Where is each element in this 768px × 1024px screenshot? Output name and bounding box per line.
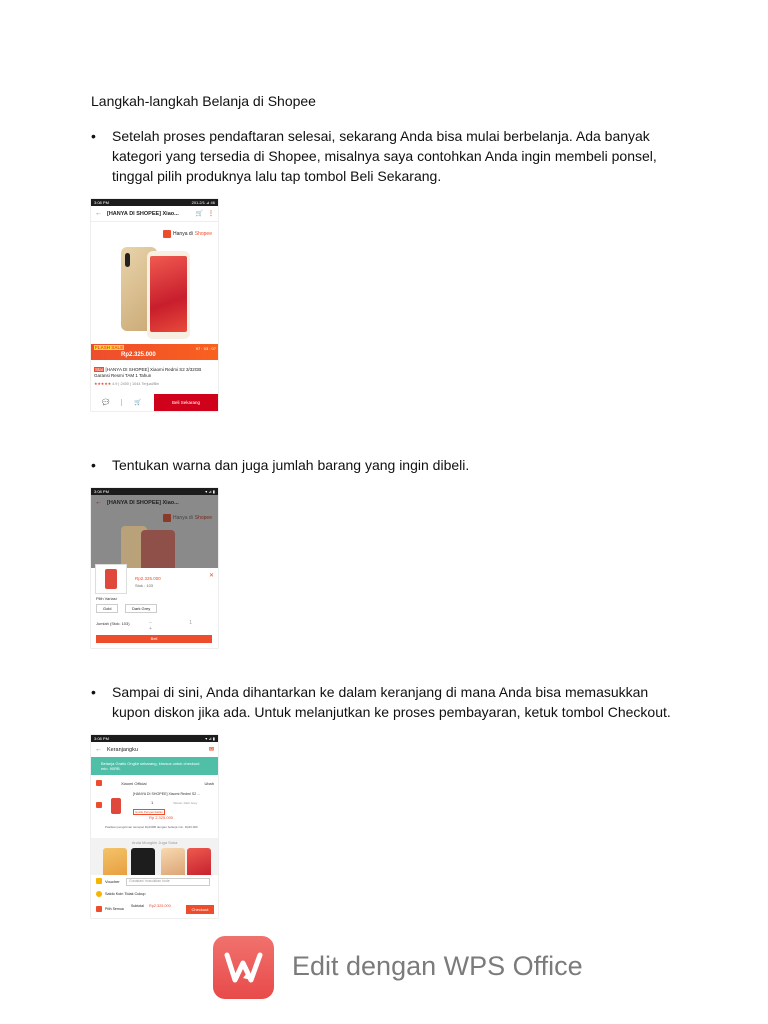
sheet-price: Rp2.325.000 — [135, 576, 161, 581]
shipping-note-text: Pastikan pengiriman tercepat Rp10RB dengan belanja min. Rp30.000 — [105, 825, 198, 829]
item-badge: Gratis Pengembalian — [135, 810, 164, 814]
shop-name: Xiaomi Official — [121, 781, 147, 786]
app-bar — [91, 495, 218, 510]
app-bar-title: Keranjangku — [107, 746, 138, 753]
subtotal-label: Subtotal — [131, 904, 144, 908]
product-rating — [94, 381, 159, 386]
bullet-dot: • — [91, 128, 96, 144]
reco-product — [103, 848, 127, 878]
app-bar — [91, 742, 218, 758]
status-indicators: 201.2/1 ⊿ 46 — [191, 200, 215, 205]
back-arrow-icon: ← — [95, 499, 102, 506]
item-quantity: 1 — [151, 800, 154, 805]
app-bar-title: [HANYA DI SHOPEE] Xiao... — [107, 499, 179, 506]
recommendations-header: Anda Mungkin Juga Suka — [131, 840, 178, 845]
banner-text: Belanja Gratis Ongkir sekarang, khusus untuk checkout min. 90RB. — [101, 761, 200, 771]
back-arrow-icon: ← — [95, 210, 102, 217]
step-3 — [91, 682, 691, 722]
flash-sale-label: FLASH SALE — [95, 345, 124, 350]
select-all-label: Pilih Semua — [105, 907, 124, 911]
voucher-label: Voucher — [105, 879, 120, 884]
product-title — [94, 367, 214, 378]
status-bar — [91, 488, 218, 495]
back-arrow-icon: ← — [95, 746, 102, 753]
checkout-bar — [91, 875, 218, 918]
step-text: Setelah proses pendaftaran selesai, sekarang Anda bisa mulai berbelanja. Ada banyak kategori yang tersedia di Shopee, misalnya saya contohkan Anda ingin membeli ponsel, tinggal pilih produknya lalu tap tombol Beli Sekarang. — [112, 128, 657, 184]
document-heading: Langkah-langkah Belanja di Shopee — [91, 93, 316, 109]
shop-edit-link: Ubah — [204, 781, 214, 786]
reco-product — [161, 848, 185, 878]
cart-item — [91, 792, 218, 824]
product-image-front — [147, 251, 190, 339]
brand-prefix: Hanya di — [173, 515, 193, 521]
item-variant: Variasi: Dark Grey — [173, 801, 198, 805]
status-time: 3:08 PM — [94, 489, 109, 494]
status-bar — [91, 735, 218, 742]
bullet-dot: • — [91, 684, 96, 700]
chat-icon: ✉ — [208, 747, 214, 753]
variant-chip-gold: Gold — [96, 604, 118, 613]
chat-icon: 💬 — [102, 400, 110, 406]
subtotal-value: Rp2.325.000 — [149, 904, 171, 908]
variant-thumbnail — [95, 564, 127, 594]
voucher-icon — [96, 878, 102, 884]
flash-sale-countdown: 97 · 03 : 07 — [195, 346, 216, 351]
wps-edit-link[interactable]: Edit dengan WPS Office — [292, 951, 583, 981]
checkbox-icon — [96, 802, 102, 808]
checkout-button: Checkout — [186, 905, 214, 914]
app-bar-title: [HANYA DI SHOPEE] Xiao... — [107, 210, 179, 217]
variant-sheet — [91, 568, 218, 648]
close-icon: ✕ — [208, 573, 214, 579]
status-time: 3:08 PM — [94, 736, 109, 741]
rating-text: 4.9 | 2400 | 1044 Terjual/Bln — [112, 382, 160, 386]
shopee-bag-icon — [163, 230, 171, 238]
buy-now-button: Beli Sekarang — [154, 394, 218, 411]
star-seller-tag: Star — [95, 367, 104, 372]
more-icon: ⋮ — [208, 211, 214, 217]
wps-logo-icon[interactable] — [213, 936, 274, 999]
status-time: 3:08 PM — [94, 200, 109, 205]
brand-name: Shopee — [194, 515, 212, 521]
shop-row — [91, 779, 218, 789]
flash-sale-bar — [91, 344, 218, 360]
free-shipping-banner — [91, 757, 218, 775]
add-to-cart-icon: 🛒 — [121, 399, 154, 406]
quantity-stepper: − 1 + — [149, 620, 211, 632]
shopee-bag-icon — [163, 514, 171, 522]
item-price: Rp 2.325.000 — [149, 815, 174, 820]
status-indicators: ▾ ⊿ ▮ — [205, 736, 215, 741]
product-page-screenshot — [91, 199, 218, 411]
variant-chip-dark-grey: Dark Grey — [125, 604, 157, 613]
quantity-label: Jumlah (Stok: 103) — [96, 621, 130, 626]
product-title-text: [HANYA DI SHOPEE] Xiaomi Redmi S2 3/32GB Garansi Resmi TAM 1 Tahun — [94, 367, 202, 378]
product-price: Rp2.325.000 — [121, 352, 156, 358]
confirm-buy-button: Beli — [96, 635, 212, 643]
purchase-bar — [91, 394, 218, 411]
step-1 — [91, 126, 691, 186]
shopee-mall-badge — [163, 514, 212, 522]
rating-stars: ★★★★★ — [94, 382, 112, 386]
bullet-dot: • — [91, 457, 96, 473]
coin-label: Saldo Koin Tidak Cukup — [105, 892, 146, 896]
shopee-mall-badge — [163, 230, 212, 238]
shipping-note — [91, 825, 218, 837]
coin-icon — [96, 891, 102, 897]
step-2 — [91, 455, 691, 477]
sheet-stock: Stok : 103 — [135, 583, 154, 588]
status-indicators: ▾ ⊿ ▮ — [205, 489, 215, 494]
item-title: [HANYA DI SHOPEE] Xiaomi Redmi S2 ... — [133, 792, 201, 796]
step-text: Tentukan warna dan juga jumlah barang yang ingin dibeli. — [112, 457, 470, 473]
cart-screenshot — [91, 735, 218, 918]
status-bar — [91, 199, 218, 206]
select-all-checkbox-icon — [96, 906, 102, 912]
brand-name: Shopee — [194, 231, 212, 237]
brand-prefix: Hanya di — [173, 231, 193, 237]
reco-product — [131, 848, 155, 878]
checkbox-icon — [96, 780, 102, 786]
item-thumbnail — [111, 798, 121, 814]
variant-selection-screenshot — [91, 488, 218, 648]
reco-product — [187, 848, 211, 878]
app-bar — [91, 206, 218, 222]
step-text: Sampai di sini, Anda dihantarkan ke dalam keranjang di mana Anda bisa memasukkan kupon diskon jika ada. Untuk melanjutkan ke proses pembayaran, ketuk tombol Checkout. — [112, 684, 671, 720]
voucher-input: Gunakan/ masukkan kode — [126, 878, 210, 886]
cart-icon: 🛒 — [195, 211, 203, 217]
variant-label: Pilih Variasi — [96, 596, 117, 601]
